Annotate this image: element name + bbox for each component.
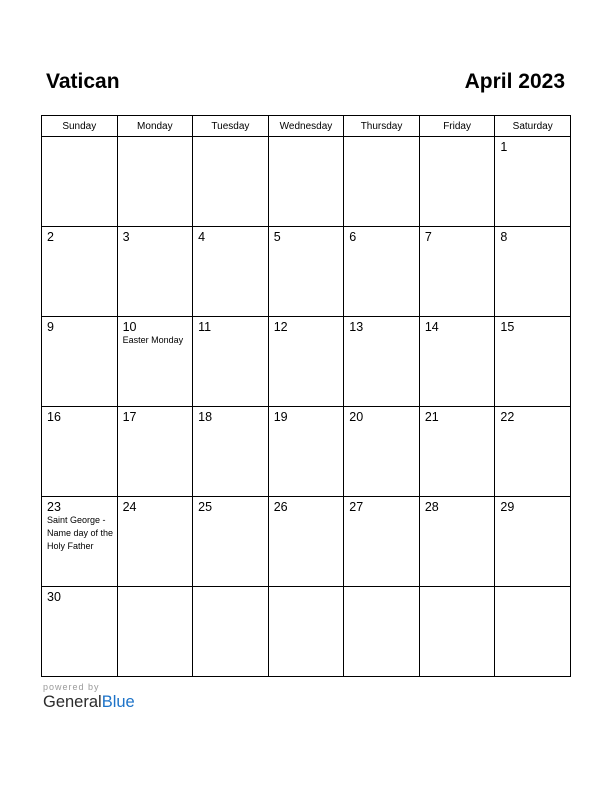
day-cell <box>42 227 118 317</box>
day-number: 8 <box>500 230 508 244</box>
day-cell <box>495 497 571 587</box>
day-cell <box>268 407 344 497</box>
day-cell <box>495 587 571 677</box>
day-cell <box>344 587 420 677</box>
day-number: 26 <box>273 500 288 514</box>
day-cell <box>495 407 571 497</box>
day-number: 14 <box>424 320 439 334</box>
day-cell <box>419 317 495 407</box>
day-cell <box>42 137 118 227</box>
day-number: 20 <box>349 410 364 424</box>
weekday-header: Tuesday <box>193 116 269 137</box>
day-cell <box>193 587 269 677</box>
weekday-header-row <box>42 116 571 137</box>
day-cell <box>42 497 118 587</box>
day-cell <box>268 227 344 317</box>
logo-general-text: General <box>43 693 102 711</box>
day-cell <box>268 497 344 587</box>
day-number: 11 <box>198 320 212 334</box>
day-cell <box>344 497 420 587</box>
day-number: 9 <box>47 320 54 334</box>
logo-blue-text: Blue <box>101 693 135 711</box>
day-cell <box>419 137 495 227</box>
day-cell <box>344 137 420 227</box>
day-cell <box>193 497 269 587</box>
day-cell <box>344 407 420 497</box>
day-cell <box>419 407 495 497</box>
weekday-header: Thursday <box>344 116 420 137</box>
day-number: 25 <box>198 500 213 514</box>
day-number: 7 <box>424 230 432 244</box>
powered-by-label: powered by <box>43 682 100 692</box>
day-cell <box>419 227 495 317</box>
day-cell <box>117 317 193 407</box>
day-number: 16 <box>47 410 61 424</box>
month-year-title: April 2023 <box>464 70 565 93</box>
day-cell <box>117 497 193 587</box>
day-number: 10 <box>122 320 137 334</box>
day-cell <box>495 317 571 407</box>
day-cell <box>193 317 269 407</box>
day-cell <box>268 317 344 407</box>
weekday-header: Monday <box>117 116 193 137</box>
week-row <box>42 407 571 497</box>
weekday-header: Saturday <box>495 116 571 137</box>
day-number: 29 <box>500 500 515 514</box>
day-number: 1 <box>500 140 508 154</box>
day-cell <box>117 227 193 317</box>
country-title: Vatican <box>46 70 120 93</box>
day-cell <box>495 137 571 227</box>
day-number: 21 <box>424 410 439 424</box>
day-number: 24 <box>122 500 137 514</box>
day-cell <box>268 137 344 227</box>
footer <box>43 682 135 712</box>
day-number: 17 <box>122 410 137 424</box>
day-number: 28 <box>424 500 439 514</box>
calendar-body <box>42 137 571 677</box>
day-number: 3 <box>122 230 130 244</box>
day-number: 2 <box>47 230 54 244</box>
day-number: 19 <box>273 410 288 424</box>
day-cell <box>344 227 420 317</box>
week-row <box>42 497 571 587</box>
day-number: 4 <box>198 230 206 244</box>
day-number: 27 <box>349 500 364 514</box>
holiday-label: Saint George - Name day of the Holy Father <box>47 515 114 551</box>
day-cell <box>268 587 344 677</box>
week-row <box>42 587 571 677</box>
week-row <box>42 317 571 407</box>
day-cell <box>193 137 269 227</box>
weekday-header: Friday <box>419 116 495 137</box>
day-number: 30 <box>47 590 61 604</box>
day-number: 23 <box>47 500 61 514</box>
day-cell <box>117 587 193 677</box>
day-number: 5 <box>273 230 281 244</box>
holiday-label: Easter Monday <box>122 335 184 345</box>
day-cell <box>193 227 269 317</box>
day-cell <box>419 587 495 677</box>
weekday-header: Wednesday <box>268 116 344 137</box>
week-row <box>42 227 571 317</box>
day-cell <box>42 317 118 407</box>
day-number: 12 <box>273 320 288 334</box>
day-number: 15 <box>500 320 515 334</box>
week-row <box>42 137 571 227</box>
day-cell <box>117 407 193 497</box>
day-cell <box>117 137 193 227</box>
day-cell <box>344 317 420 407</box>
weekday-header: Sunday <box>42 116 118 137</box>
generalblue-logo[interactable] <box>43 693 135 712</box>
day-cell <box>495 227 571 317</box>
day-number: 18 <box>198 410 213 424</box>
day-cell <box>419 497 495 587</box>
day-cell <box>42 587 118 677</box>
day-number: 22 <box>500 410 515 424</box>
day-cell <box>42 407 118 497</box>
day-cell <box>193 407 269 497</box>
day-number: 13 <box>349 320 364 334</box>
day-number: 6 <box>349 230 357 244</box>
calendar-grid <box>41 115 571 677</box>
